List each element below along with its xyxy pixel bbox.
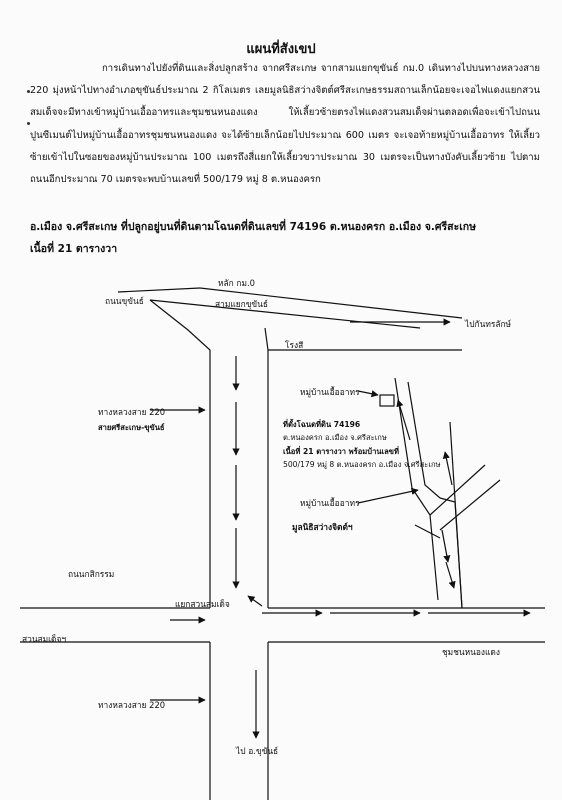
site-line-2: ต.หนองครก อ.เมือง จ.ศรีสะเกษ <box>283 433 387 443</box>
nongdaeng-label: ชุมชนหนองแดง <box>442 647 500 657</box>
direction-arrow <box>358 490 418 503</box>
village-mid-label: หมู่บ้านเอื้ออาทร <box>300 498 360 508</box>
document-title: แผนที่สังเขป <box>246 42 316 57</box>
highway-right-edge <box>265 328 268 608</box>
highway-220-top-label: ทางหลวงสาย 220 <box>98 407 166 417</box>
village-top-label: หมู่บ้านเอื้ออาทร <box>300 387 360 397</box>
highway-220-sub-label: สายศรีสะเกษ-ขุขันธ์ <box>98 423 165 432</box>
suan-label: สวนสมเด็จฯ <box>22 634 67 644</box>
direction-arrow <box>442 530 448 562</box>
site-line-4: 500/179 หมู่ 8 ต.หนองครก อ.เมือง จ.ศรีสะเกษ <box>283 460 441 470</box>
kanthararak-label: ไปกันทรลักษ์ <box>465 319 512 329</box>
scan-speck <box>27 122 30 125</box>
direction-arrow <box>446 562 454 588</box>
khukhan-junction-label: สามแยกขุขันธ์ <box>215 299 268 309</box>
village-lane-3 <box>420 500 438 600</box>
village-diagonal-1 <box>430 465 485 515</box>
direction-arrow <box>358 391 378 395</box>
to-khukhan-label: ไป อ.ขุขันธ์ <box>236 746 279 756</box>
kasikam-road-label: ถนนกสิกรรม <box>68 569 115 579</box>
suan-junction-label: แยกสวนสมเด็จ <box>175 599 230 609</box>
village-diagonal-3 <box>415 525 440 538</box>
highway-220-bottom-label: ทางหลวงสาย 220 <box>98 700 166 710</box>
site-line-1: ที่ตั้งโฉนดที่ดิน 74196 <box>283 420 361 429</box>
location-line: อ.เมือง จ.ศรีสะเกษ ที่ปลูกอยู่บนที่ดินตามโฉนดที่ดินเลขที่ 74196 ต.หนองครก อ.เมือง จ.ศรีสะเกษ <box>30 221 477 233</box>
site-description <box>283 418 453 472</box>
area-line: เนื้อที่ 21 ตารางวา <box>30 243 118 255</box>
house-marker <box>380 395 394 406</box>
sketch-map <box>0 270 562 800</box>
khukhan-road-label: ถนนขุขันธ์ <box>105 296 144 306</box>
km0-label: หลัก กม.0 <box>218 278 255 288</box>
highway-left-edge <box>150 300 210 608</box>
directions-paragraph: การเดินทางไปยังที่ดินและสิ่งปลูกสร้าง จากศรีสะเกษ จากสามแยกขุขันธ์ กม.0 เดินทางไปบนทางหลวงสาย 220 มุ่งหน้าไปทางอำเภอขุขันธ์ประมาณ 2 กิโลเมตร เลยมูลนิธิสว่างจิตต์ศรีสะเกษธรรมสถานเล็กน้อยจะเจอไฟแดงแยกสวนสมเด็จจะมีทางเข้าหมู่บ้านเอื้ออาทรและชุมชนหนองแดง ให้เลี้ยวซ้ายตรงไฟแดงสวนสมเด็จผ่านตลอดเพื่อจะเข้าไปถนนปูนซีเมนต์ไปหมู่บ้านเอื้ออาทรชุมชนหนองแดง จะได้ซ้ายเล็กน้อยไปประมาณ 600 เมตร จะเจอท้ายหมู่บ้านเอื้ออาทร ให้เลี้ยวซ้ายเข้าไปในซอยของหมู่บ้านประมาณ 100 เมตรถึงสี่แยกให้เลี้ยวขวาประมาณ 30 เมตรจะเป็นทางบังคับเลี้ยวซ้าย ไปตามถนนอีกประมาณ 70 เมตรจะพบบ้านเลขที่ 500/179 หมู่ 8 ต.หนองครก <box>30 63 540 186</box>
foundation-label: มูลนิธิสว่างจิตต์ฯ <box>292 522 353 532</box>
khukhan-road-line <box>118 288 200 292</box>
map-drawing <box>0 270 562 800</box>
site-line-3: เนื้อที่ 21 ตารางวา พร้อมบ้านเลขที่ <box>283 446 399 456</box>
junction-road-upper <box>150 300 420 328</box>
direction-arrow <box>248 596 262 606</box>
village-diagonal-2 <box>440 480 500 530</box>
scan-speck <box>27 90 30 93</box>
hospital-label: โรงสี <box>285 340 304 350</box>
